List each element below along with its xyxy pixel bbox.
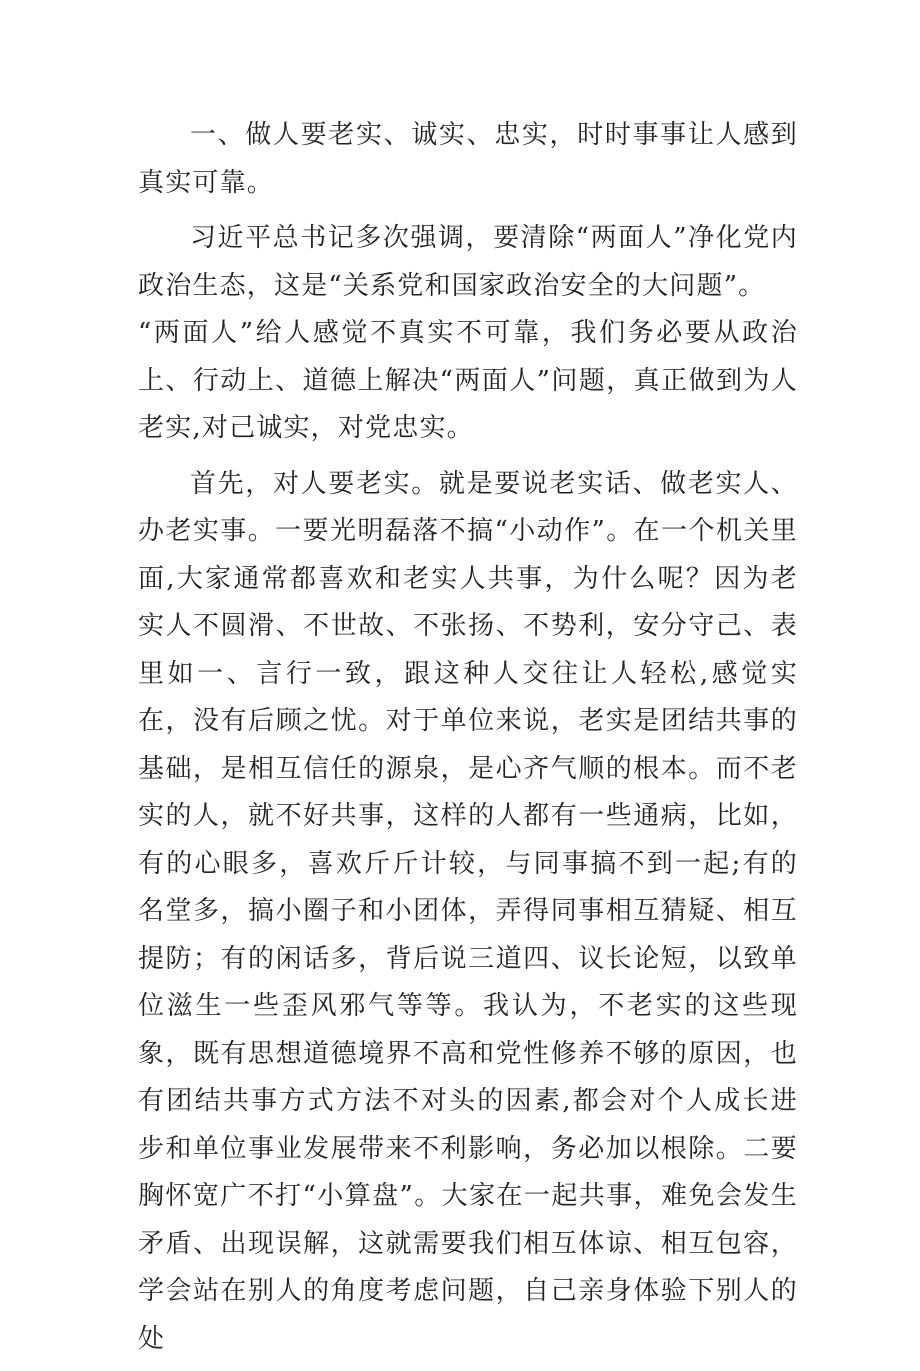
section-heading-paragraph: 一、做人要老实、诚实、忠实，时时事事让人感到真实可靠。 xyxy=(138,120,798,198)
body-paragraph-two-faced: “两面人”给人感觉不真实不可靠，我们务必要从政治上、行动上、道德上解决“两面人”问题，真正做到为人老实,对己诚实，对党忠实。 xyxy=(138,318,798,443)
document-body xyxy=(138,112,798,1371)
body-paragraph-quote: 习近平总书记多次强调，要清除“两面人”净化党内政治生态，这是“关系党和国家政治安全的大问题”。 xyxy=(138,223,798,301)
body-paragraph-honesty: 首先，对人要老实。就是要说老实话、做老实人、办老实事。一要光明磊落不搞“小动作”。在一个机关里面,大家通常都喜欢和老实人共事，为什么呢？因为老实人不圆滑、不世故、不张扬、不势利，安分守己、表里如一、言行一致，跟这种人交往让人轻松,感觉实在，没有后顾之忧。对于单位来说，老实是团结共事的基础，是相互信任的源泉，是心齐气顺的根本。而不老实的人，就不好共事，这样的人都有一些通病，比如，有的心眼多，喜欢斤斤计较，与同事搞不到一起;有的名堂多，搞小圈子和小团体，弄得同事相互猜疑、相互提防；有的闲话多，背后说三道四、议长论短，以致单位滋生一些歪风邪气等等。我认为，不老实的这些现象，既有思想道德境界不高和党性修养不够的原因，也有团结共事方式方法不对头的因素,都会对个人成长进步和单位事业发展带来不利影响，务必加以根除。二要胸怀宽广不打“小算盘”。大家在一起共事，难免会发生矛盾、出现误解，这就需要我们相互体谅、相互包容，学会站在别人的角度考虑问题，自己亲身体验下别人的处 xyxy=(138,468,798,1354)
